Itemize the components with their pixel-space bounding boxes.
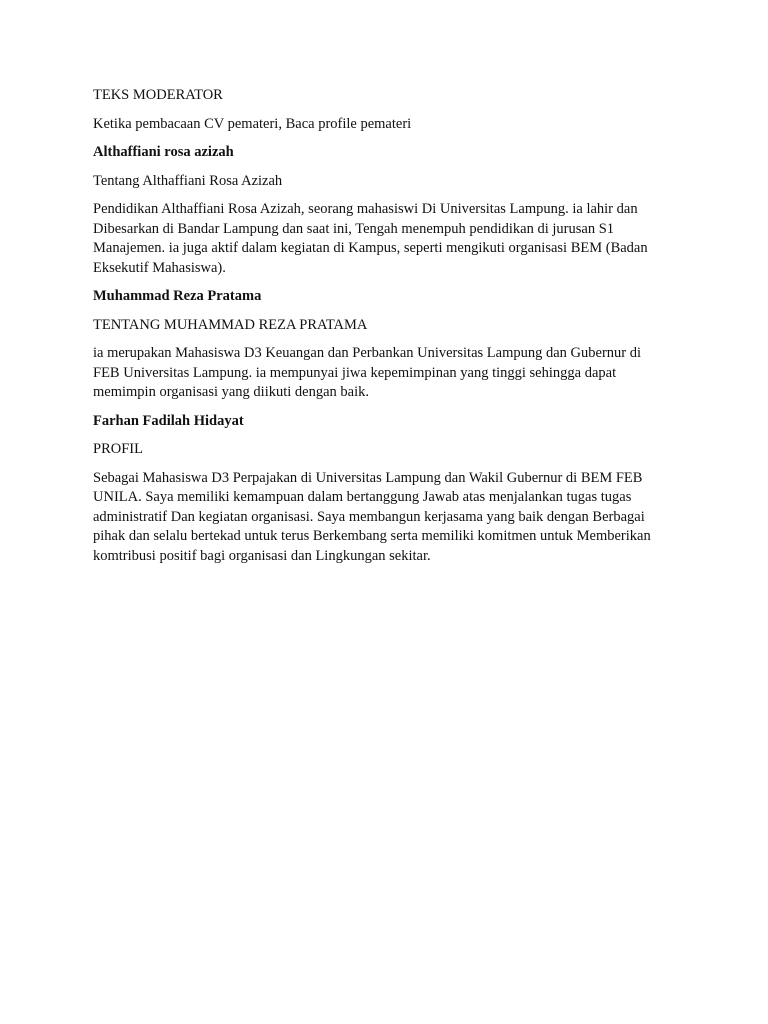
speaker-2-section-title: TENTANG MUHAMMAD REZA PRATAMA — [93, 316, 368, 333]
speaker-2-description: ia merupakan Mahasiswa D3 Keuangan dan Perbankan Universitas Lampung dan Gubernur di FEB Universitas Lampung. ia mempunyai jiwa kepemimpinan yang tinggi sehingga dapat memimpin organisasi yang diikuti dengan baik. — [93, 345, 642, 400]
document-header: TEKS MODERATOR — [93, 87, 223, 103]
document-body — [93, 86, 653, 575]
speaker-1-section-title: Tentang Althaffiani Rosa Azizah — [93, 172, 283, 189]
speaker-3-name: Farhan Fadilah Hidayat — [93, 412, 244, 429]
instruction-text: Ketika pembacaan CV pemateri, Baca profile pemateri — [93, 115, 412, 132]
speaker-3-section-title: PROFIL — [93, 441, 143, 457]
speaker-3-description: Sebagai Mahasiswa D3 Perpajakan di Universitas Lampung dan Wakil Gubernur di BEM FEB UNILA. Saya memiliki kemampuan dalam bertanggung Jawab atas menjalankan tugas tugas administratif Dan kegiatan organisasi. Saya membangun kerjasama yang baik dengan Berbagai pihak dan selalu bertekad untuk terus Berkembang serta memiliki komitmen untuk Memberikan komtribusi positif bagi organisasi dan Lingkungan sekitar. — [93, 469, 651, 564]
speaker-2-name: Muhammad Reza Pratama — [93, 288, 262, 304]
speaker-1-name: Althaffiani rosa azizah — [93, 144, 234, 160]
speaker-1-description: Pendidikan Althaffiani Rosa Azizah, seorang mahasiswi Di Universitas Lampung. ia lahir dan Dibesarkan di Bandar Lampung dan saat ini, Tengah menempuh pendidikan di jurusan S1 Manajemen. ia juga aktif dalam kegiatan di Kampus, seperti mengikuti organisasi BEM (Badan Eksekutif Mahasiswa). — [93, 201, 648, 276]
